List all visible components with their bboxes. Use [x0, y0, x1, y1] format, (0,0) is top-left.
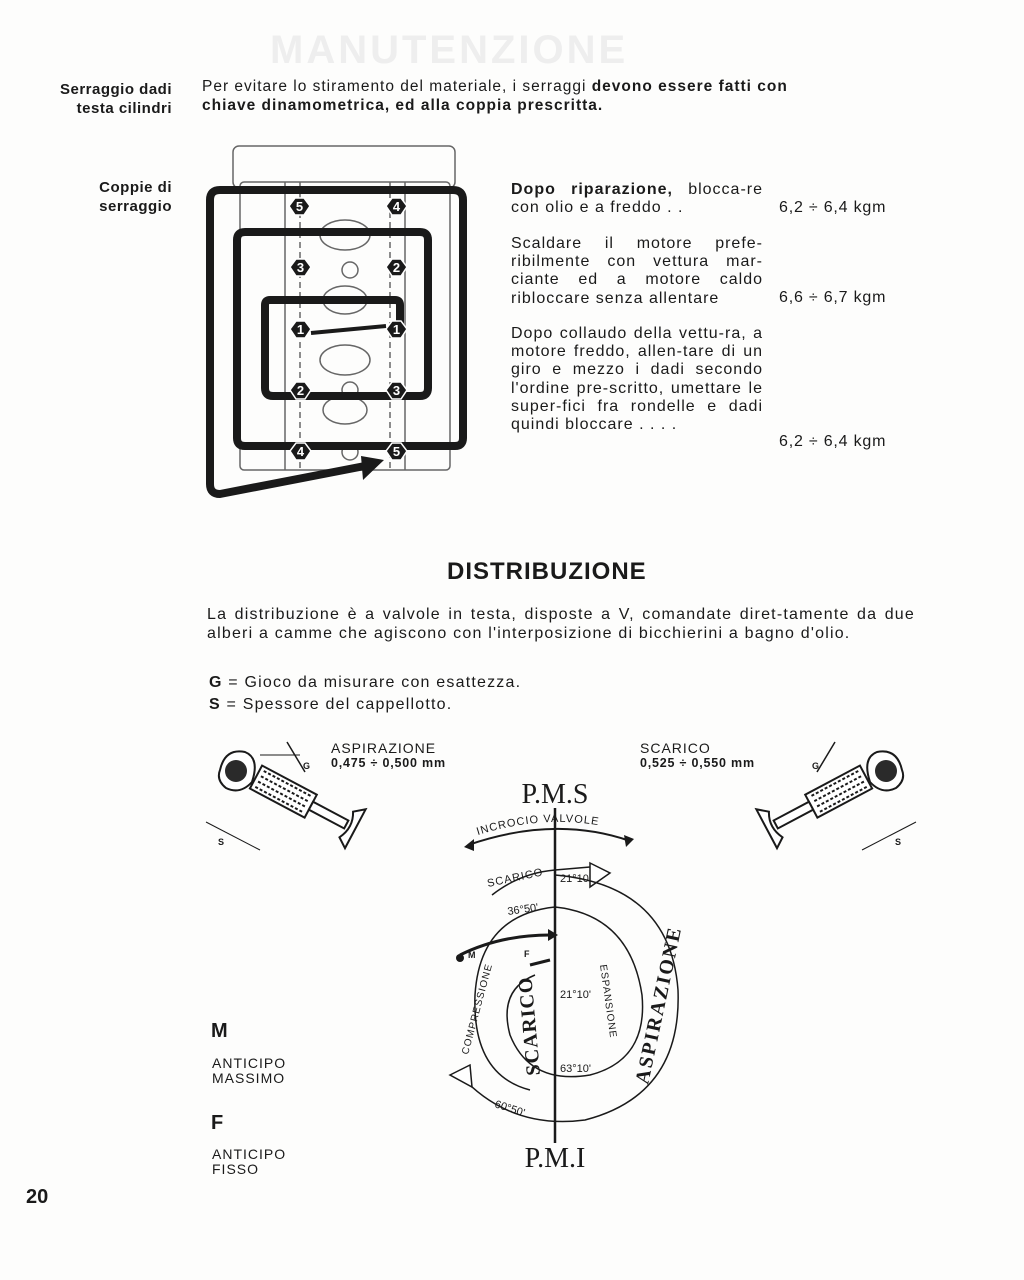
torques-label-line2: serraggio [99, 198, 172, 215]
legend-f-text [212, 1147, 286, 1177]
exhaust-value: 0,525 ÷ 0,550 mm [640, 756, 755, 770]
bolt-badge-label: 5 [392, 444, 401, 459]
bolt-badge-label: 4 [392, 199, 401, 214]
intake-value: 0,475 ÷ 0,500 mm [331, 756, 446, 770]
bolt-badge-3-upper [290, 259, 311, 276]
torque-step-3-text [511, 325, 763, 434]
torque-step-1-body: blocca-re con olio e a freddo . . [511, 181, 763, 217]
timing-mark-f: F [524, 949, 530, 959]
bolt-badge-label: 2 [392, 260, 401, 275]
definition-g-text: = Gioco da misurare con esattezza. [222, 674, 522, 691]
tightening-spiral-arrowhead [361, 456, 384, 480]
angle-inner: 21°10' [560, 989, 591, 1001]
torque-step-3-body: Dopo collaudo della vettu-ra, a motore freddo, allen-tare di un giro e mezzo i dadi secondo l'ordine pre-scritto, umettare le super-fici fra rondelle e dadi quindi bloccare . . . . [511, 325, 763, 434]
phase-espansione: ESPANSIONE [597, 963, 619, 1039]
definition-g-key: G [209, 674, 223, 691]
tightening-label-line2: testa cilindri [76, 100, 172, 117]
tightening-text [202, 77, 922, 115]
intake-label: ASPIRAZIONE [331, 740, 437, 756]
angle-exhaust-close: 21°10' [560, 873, 591, 885]
faint-header-watermark: MANUTENZIONE [270, 28, 629, 72]
legend-f-line1: ANTICIPO [212, 1146, 287, 1162]
cylinder-head-tightening-diagram [200, 140, 480, 510]
torque-step-2-value: 6,6 ÷ 6,7 kgm [779, 289, 887, 306]
legend-m-line1: ANTICIPO [212, 1055, 287, 1071]
torques-label-line1: Coppie di [99, 179, 172, 196]
legend-f-key: F [211, 1112, 224, 1134]
tightening-side-label [20, 80, 172, 118]
definition-g [209, 674, 521, 692]
exhaust-valve-diagram [762, 740, 922, 890]
bolt-badge-1-left [290, 321, 311, 338]
torque-step-2-text [511, 235, 763, 308]
angle-intake-open: 36°50' [506, 901, 540, 918]
bolt-badge-label: 3 [392, 383, 401, 398]
pms-label: P.M.S [521, 779, 589, 810]
intake-valve-diagram [200, 740, 360, 890]
tightening-spiral-path [210, 190, 463, 494]
bolt-badge-5-top [289, 198, 310, 215]
torque-step-3-value: 6,2 ÷ 6,4 kgm [779, 433, 887, 450]
bolt-badge-2-upper [386, 259, 407, 276]
bolt-badge-label: 3 [296, 260, 305, 275]
tightening-text-bold2: chiave dinamometrica, ed alla coppia prescritta. [202, 97, 604, 114]
distribution-paragraph: La distribuzione è a valvole in testa, disposte a V, comandate diret-tamente da due alberi a camme che agiscono con l'interposizione di bicchierini a bagno d'olio. [207, 606, 915, 642]
bolt-badge-label: 1 [392, 322, 401, 337]
intake-camshaft [225, 760, 247, 782]
legend-m-key: M [211, 1020, 228, 1042]
phase-compressione: COMPRESSIONE [460, 962, 496, 1056]
bolt-badge-label: 1 [296, 322, 305, 337]
page-number: 20 [26, 1186, 49, 1208]
phase-aspirazione: ASPIRAZIONE [631, 924, 687, 1087]
torques-side-label [20, 178, 172, 216]
torque-step-2-body: Scaldare il motore prefe-ribilmente con vettura mar-ciante ed a motore caldo ribloccare senza allentare [511, 235, 763, 307]
exhaust-s-mark: S [895, 837, 902, 847]
bolt-badge-label: 2 [296, 383, 305, 398]
intake-s-mark: S [218, 837, 225, 847]
intake-g-mark: G [303, 761, 311, 771]
tightening-label-line1: Serraggio dadi [59, 81, 172, 98]
legend-m-line2: MASSIMO [212, 1070, 286, 1086]
tightening-text-normal: Per evitare lo stiramento del materiale, i serraggi [202, 78, 592, 95]
angle-intake-close: 60°50' [493, 1098, 527, 1120]
overlap-label: INCROCIO VALVOLE [475, 812, 601, 838]
torque-step-1-value: 6,2 ÷ 6,4 kgm [779, 199, 887, 216]
legend-f-line2: FISSO [212, 1161, 260, 1177]
valve-timing-diagram [420, 775, 720, 1175]
bolt-badge-label: 4 [296, 444, 305, 459]
exhaust-g-mark: G [812, 761, 820, 771]
phase-scarico-inner: SCARICO [514, 975, 545, 1077]
definition-s-key: S [209, 696, 221, 713]
exhaust-label: SCARICO [640, 740, 711, 756]
distribution-title: DISTRIBUZIONE [447, 558, 647, 585]
legend-m-text [212, 1056, 286, 1086]
exhaust-outer-label: SCARICO [486, 866, 545, 890]
timing-mark-m: M [468, 950, 476, 960]
pmi-label: P.M.I [524, 1143, 586, 1174]
tightening-text-bold1: devono essere fatti con [591, 78, 788, 95]
torque-step-1-bold: Dopo riparazione, [511, 181, 673, 198]
angle-exhaust-open: 63°10' [560, 1063, 591, 1075]
definition-s-text: = Spessore del cappellotto. [220, 696, 453, 713]
bolt-badge-4-top [386, 198, 407, 215]
bolt-start-line [311, 326, 386, 333]
bolt-badge-label: 5 [295, 199, 304, 214]
torque-step-1-text [511, 181, 763, 217]
definition-s [209, 696, 452, 714]
